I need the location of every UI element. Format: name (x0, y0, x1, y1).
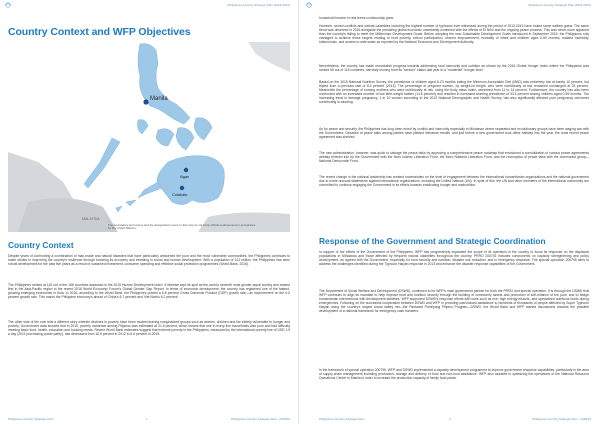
wfp-logo-icon (4, 2, 12, 8)
footer-left-text: Philippines Country Strategic Plan (8, 417, 54, 421)
page-title: Country Context and WFP Objectives (8, 26, 191, 38)
map-sulu (116, 200, 136, 212)
right-page (301, 0, 599, 424)
gov-paragraph-3: Based on the 2015 National Nutrition Survey, the prevalence of children aged 6-23 months eating the Minimum Acceptable Diet (MAD) was extremely low at barely 10 percent, but tripled from a previous rate of 6.4 percent (2013). The percentage of pregnant women, by weight-for-height, who were nutritionally at risk remained unchanged at 25 percent. Meanwhile the percentage of nursing mothers who were nutritionally at risk, using the body mass index, worsened from 11 to 14 percent. Furthermore, the country has also been confronted with an increased number of low birth-weight babies (14.6 percent) and resulted in increased stunting prevalence of 33.4 percent among children aged 0-59 months. The increasing trend in teenage pregnancy, 1 in 10 women according to the 2013 National Demographic and Health Survey, has also significantly affected poor pregnancy outcomes contributing to stunting. (319, 80, 589, 105)
map-luzon (138, 44, 190, 124)
context-paragraph-2: The Philippines ranked at 115 out of the 188 countries assessed in the 2015 Human Development Index. It likewise kept its spot as the world's seventh most gender-equal society and ranked first in the Asia-Pacific region in the recent 2016 World Economic Forum's Global Gender Gap Report. In terms of economic development, the country has registered one of the fastest-growing emerging economies in Asia. In 2016, according to the World Bank, the Philippines posted a 6.8 percent Gross Domestic Product (GDP) growth rate—an improvement on the 6.0 percent growth rate. This marks the Philippine economy's ahead of China's 6.7 percent and Viet Nam's 6.2 percent. (8, 283, 290, 300)
map-mindanao (157, 156, 224, 205)
iligan-marker (184, 168, 188, 172)
gov-paragraph-1: However, armed conflicts and natural calamities including the highest number of typhoons ever witnessed during the period of 2013-2015 have muted some welfare gains. The same trend was observed in 2016 alongside the persisting global economic uncertainty combined with the effects of El Niño and the ongoing peace process. This was never more apparent than the country's failing to meet the Millennium Development Goals. Before adopting the new Sustainable Development Goals introduced in September 2015, the Philippines only managed to achieve those targets relating to food poverty, school participation, women empowerment, mortality of infant and children aged 0-59 months, malaria morbidity, tuberculosis, and access to safe water as reported by the National Economic and Development Authority. (319, 24, 589, 45)
response-paragraph-2: The Department of Social Welfare and Development (DSWD), continued to be WFP's main government partner for both the PRRO and special operation. It is through the DSWD that WFP continues to align its mandate to help improve food and nutrition security through the building of community assets and promotion of self-reliance of the poor, and to bridge humanitarian interventions with development activities. WFP supported DSWD's response efforts with tools such as rice, high energy biscuits, and specialized nutritious foods during emergencies. Following on the successful cooperation between DSWD and WFP in providing cash-based assistance to hundreds of thousands of people affected by Super Typhoon Haiyan using the country's largest social safety net—the Pantawid Pamilyang Pilipino Program—DSWD, the World Bank and WFP started discussions towards the possible development of a national framework for emergency cash transfers. (319, 289, 589, 314)
footer-left-text: Philippines Country Strategic Plan (319, 417, 365, 421)
response-paragraph-3: In the framework of special operation 200795, WFP and DSWD implemented a capacity development programme to improve government response capabilities, particularly in the area of supply-chain management including production, storage and delivery of food and non-food assistance. WFP also assisted in optimizing the operations of the National Resource Operations Center in Manila in order to increase the production capacity of family food packs. (319, 368, 589, 381)
map-land-borneo (18, 198, 118, 232)
footer-page-number: 2 (449, 417, 451, 421)
footer-page-number: 1 (146, 417, 148, 421)
response-heading: Response of the Government and Strategic Coordination (319, 236, 546, 246)
running-header: Philippines Country Strategic Plan (2018-2019) (227, 3, 290, 7)
gov-paragraph-5: The new administration, however, was quick to salvage the peace talks by approving a comprehensive peace roadmap that envisioned a consolidation of various peace agreements already entered into by the Government with the Moro Islamic Liberation Front, the Moro National Liberation Front, and the resumption of peace talks with the communist group—National Democratic Front. (319, 151, 589, 164)
map-samar (194, 118, 212, 140)
footer-right-text: Philippines Country Strategic Plan - 2018/19 (532, 417, 591, 421)
philippines-map (8, 42, 290, 232)
iligan-label: Iligan (180, 175, 190, 179)
gov-paragraph-2: Nevertheless, the country has made remarkable progress towards addressing food insecurity and nutrition as shown by the 2016 Global Hunger Index where the Philippines was ranked 56 out of 118 countries, narrowly moving from its "serious" status last year to a "moderate" hunger level. (319, 64, 589, 73)
map-visayas-2 (176, 128, 194, 150)
context-paragraph-3: The other side of the coin tells a different story wherein declines in poverty have been modest leaving marginalized groups such as women, children and the elderly vulnerable to hunger and poverty. Government data showed that in 2015, poverty incidence among Filipinos was estimated at 21.6 percent, which means that one in every five households was poor and had difficulty meeting basic food, health, education and housing needs. Recent World Bank estimates suggest that extreme poverty in the Philippines, measured by the international poverty line of USD 1.9 a day (2011 purchasing power parity), has decreased from 10.6 percent in 2012 to 6.6 percent in 2015. (8, 320, 290, 337)
country-context-heading: Country Context (8, 240, 74, 250)
cotabato-marker (180, 186, 184, 190)
context-paragraph-1: Despite years of confronting a combination of man-made and natural disasters that have particularly weakened the poor and the most vulnerable communities, the Philippines continues to make strides in improving the country's resilience through boosting its economy and investing in social and human development. With a population of 101 million, the Philippines has seen robust development for the past five years as a result of sustained investment, consumer spending and effective social protection programmes (World Bank, 2016). (8, 254, 290, 267)
running-header: Philippines Country Strategic Plan (2018-2019) (528, 3, 591, 7)
map-visayas-1 (156, 129, 174, 146)
manila-marker (143, 99, 148, 104)
map-disclaimer: The boundaries and names and the designations used on this map do not imply official endorsement or acceptance by the United Nations. (108, 223, 256, 231)
malaysia-label: MALAYSIA (82, 217, 100, 221)
gov-paragraph-6: The recent change in the national leadership has created uncertainties on the level of engagement between the international humanitarian organizations and the national government due to some unusual statements against international organizations, including the United Nations (UN). In spite of this, the UN and other members of the international community are committed to continue engaging the Government in its efforts towards eradicating hunger and malnutrition. (319, 175, 589, 188)
footer-right-text: Philippines Country Strategic Plan - 2018/19 (231, 417, 290, 421)
gov-paragraph-4: As for peace and security, the Philippines has long been mired by conflict and insecurity especially in Mindanao where separatist and revolutionary groups have been waging war with the Government. Decades of peace talks among parties have yielded immature results, and just before a new government took office halfway into the year, the most recent peace agreement was shelved. (319, 127, 589, 140)
map-mindoro (138, 120, 149, 134)
map-zamboanga (138, 182, 162, 198)
cotabato-label: Cotabato (172, 193, 188, 197)
continued-paragraph: household income in real terms continuously grew. (319, 16, 394, 20)
left-page (0, 0, 299, 424)
wfp-logo-icon (305, 2, 313, 8)
manila-label: Manila (150, 96, 168, 102)
response-paragraph-1: In support of the efforts of the Government of the Philippines, WFP has progressively expanded the scope of its operation in the country to focus its response on the displaced populations in Mindanao and those affected by frequent natural calamities throughout the country. PRRO 200743 includes components on capacity strengthening and policy development, as agreed with the Government, especially for food security and nutrition; disaster risk reduction; and in emergency response. The special operation 200795 aims to address the challenges identified during the Typhoon Haiyan response in 2013 and enhance the disaster response capabilities of the Government. (319, 250, 589, 267)
map-palawan (84, 138, 120, 188)
map-land-northeast (248, 42, 290, 72)
